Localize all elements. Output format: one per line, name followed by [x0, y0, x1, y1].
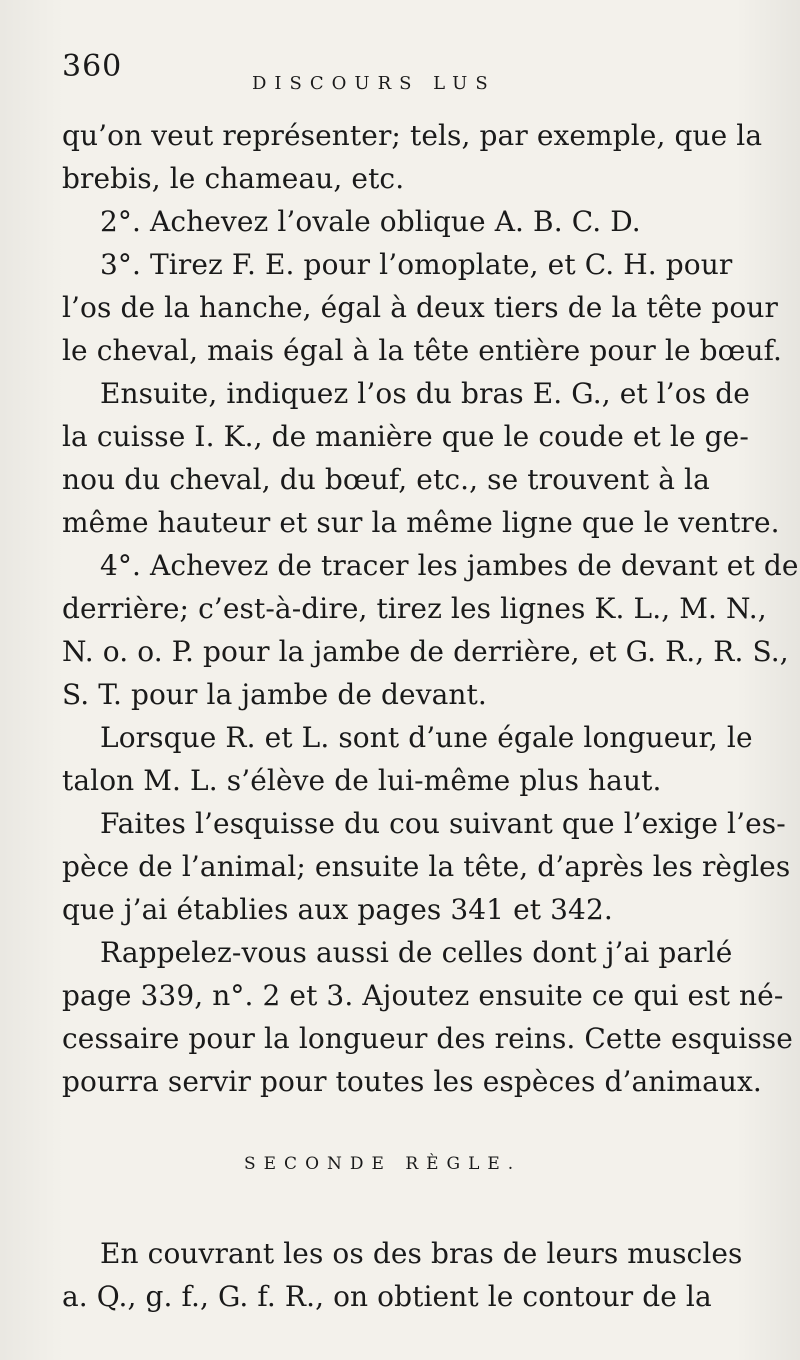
- text-line: pourra servir pour toutes les espèces d’animaux.: [62, 1065, 762, 1098]
- page-header: [62, 49, 752, 100]
- text-line: cessaire pour la longueur des reins. Cette esquisse: [62, 1022, 793, 1055]
- text-line: S. T. pour la jambe de devant.: [62, 678, 487, 711]
- text-line: même hauteur et sur la même ligne que le ventre.: [62, 506, 780, 539]
- section-title: SECONDE RÈGLE.: [244, 1154, 522, 1174]
- text-line: le cheval, mais égal à la tête entière pour le bœuf.: [62, 334, 783, 367]
- text-line: 2°. Achevez l’ovale oblique A. B. C. D.: [100, 205, 641, 238]
- text-line: talon M. L. s’élève de lui-même plus haut.: [62, 764, 662, 797]
- text-line: Lorsque R. et L. sont d’une égale longueur, le: [100, 721, 753, 754]
- text-line: brebis, le chameau, etc.: [62, 162, 405, 195]
- main-text: [62, 114, 799, 1103]
- text-line: la cuisse I. K., de manière que le coude et le ge-: [62, 420, 749, 453]
- text-line: qu’on veut représenter; tels, par exemple, que la: [62, 119, 763, 152]
- text-line: Ensuite, indiquez l’os du bras E. G., et l’os de: [100, 377, 750, 410]
- text-line: que j’ai établies aux pages 341 et 342.: [62, 893, 613, 926]
- text-line: 4°. Achevez de tracer les jambes de devant et de: [100, 549, 799, 582]
- text-line: page 339, n°. 2 et 3. Ajoutez ensuite ce qui est né-: [62, 979, 784, 1012]
- text-line: pèce de l’animal; ensuite la tête, d’après les règles: [62, 850, 791, 883]
- text-line: nou du cheval, du bœuf, etc., se trouvent à la: [62, 463, 710, 496]
- text-line: l’os de la hanche, égal à deux tiers de la tête pour: [62, 291, 778, 324]
- text-line: a. Q., g. f., G. f. R., on obtient le contour de la: [62, 1280, 712, 1313]
- text-line: N. o. o. P. pour la jambe de derrière, et G. R., R. S.,: [62, 635, 789, 668]
- bottom-text: [62, 1230, 752, 1316]
- text-line: derrière; c’est-à-dire, tirez les lignes K. L., M. N.,: [62, 592, 767, 625]
- text-line: 3°. Tirez F. E. pour l’omoplate, et C. H. pour: [100, 248, 733, 281]
- page-number: 360: [62, 49, 123, 84]
- text-line: Rappelez-vous aussi de celles dont j’ai parlé: [100, 936, 733, 969]
- text-line: En couvrant les os des bras de leurs muscles: [100, 1237, 743, 1270]
- running-head: DISCOURS LUS: [252, 73, 496, 94]
- text-line: Faites l’esquisse du cou suivant que l’exige l’es-: [100, 807, 786, 840]
